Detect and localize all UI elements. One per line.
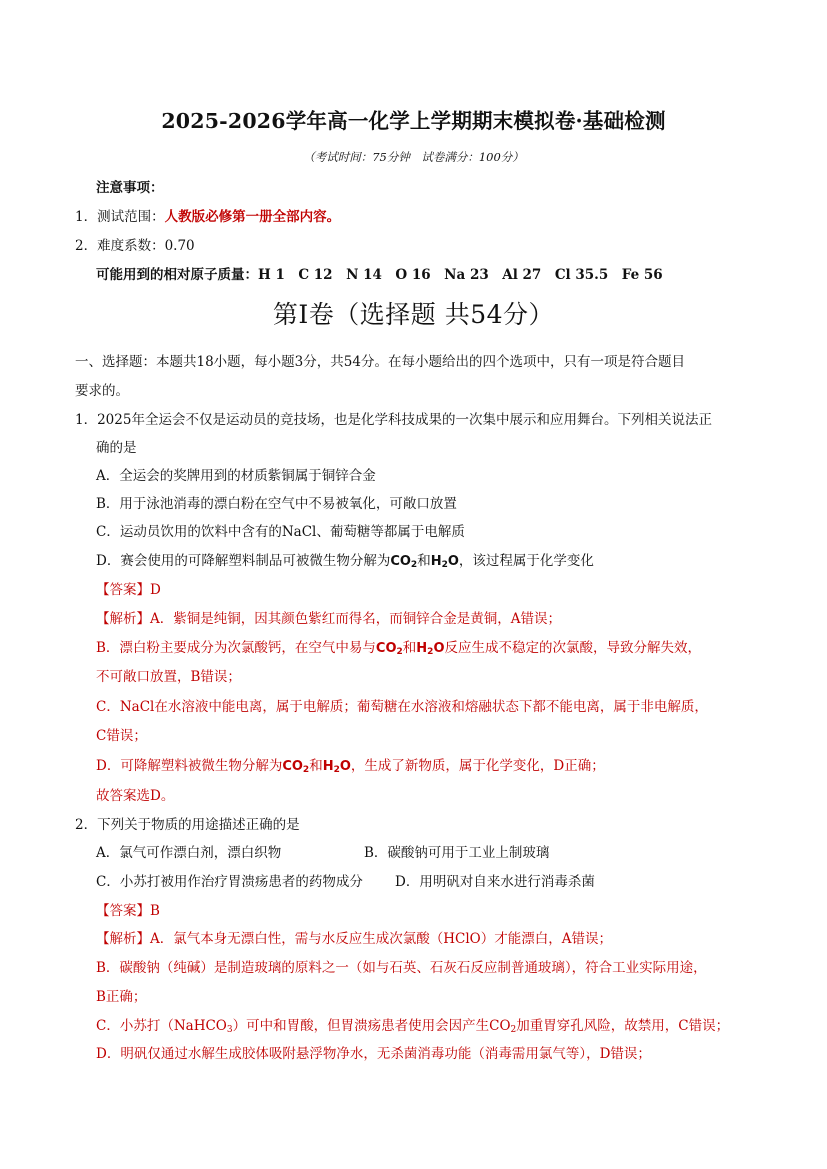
q2-explanation-b-cont: B正确； <box>96 989 147 1005</box>
q1-stem-line1: 1．2025年全运会不仅是运动员的竞技场，也是化学科技成果的一次集中展示和应用舞台。下列相关说法正 <box>75 412 712 428</box>
q1-option-d-tail: ，该过程属于化学变化 <box>458 553 594 569</box>
section-intro-line1: 一、选择题：本题共18小题，每小题3分，共54分。在每小题给出的四个选项中，只有一项是符合题目 <box>75 354 685 370</box>
q2-explanation-d: D．明矾仅通过水解生成胶体吸附悬浮物净水，无杀菌消毒功能（消毒需用氯气等），D错误； <box>96 1046 651 1062</box>
notes-item-scope <box>75 207 340 227</box>
exam-info: （考试时间：75分钟 试卷满分：100分） <box>303 150 524 164</box>
q2-answer: 【答案】B <box>96 903 160 919</box>
q2-explanation-label: 【解析】 <box>96 931 150 947</box>
q1-explanation-c-cont: C错误； <box>96 728 147 744</box>
notes-item-difficulty: 2．难度系数：0.70 <box>75 238 195 254</box>
h2o-formula: $H_2O$ <box>416 641 445 657</box>
q1-explanation-b-cont: 不可敞口放置，B错误； <box>96 669 241 685</box>
q1-option-d-and: 和 <box>417 553 431 569</box>
q2-explanation-a: 【解析】A．氯气本身无漂白性，需与水反应生成次氯酸（HClO）才能漂白，A错误； <box>96 931 612 947</box>
co2-formula: $CO_2$ <box>375 641 403 657</box>
q2-explanation-c: C．小苏打（NaHCO$_3$）可中和胃酸，但胃溃疡患者使用会因产生$CO_2$加重胃穿孔风险，故禁用，C错误； <box>96 1018 730 1035</box>
notes-item-scope-label: 1．测试范围： <box>75 209 165 225</box>
section-intro-line2: 要求的。 <box>75 383 129 399</box>
q2-option-a: A．氯气可作漂白剂，漂白织物 <box>96 845 282 861</box>
q1-option-d-text: D．赛会使用的可降解塑料制品可被微生物分解为 <box>96 553 391 569</box>
q1-option-d <box>96 551 594 572</box>
q1-explanation-label: 【解析】 <box>96 611 150 627</box>
co2-formula: $CO_2$ <box>282 759 310 775</box>
q1-explanation-b: B．漂白粉主要成分为次氯酸钙，在空气中易与$CO_2$和$H_2O$反应生成不稳定的次氯酸，导致分解失效， <box>96 640 701 657</box>
q1-stem-line2: 确的是 <box>96 440 137 456</box>
q1-conclusion: 故答案选D。 <box>96 788 175 804</box>
q1-option-a: A．全运会的奖牌用到的材质紫铜属于铜锌合金 <box>96 468 376 484</box>
q2-stem: 2．下列关于物质的用途描述正确的是 <box>75 817 300 833</box>
h2o-formula: $H_2O$ <box>322 759 351 775</box>
notes-item-scope-value: 人教版必修第一册全部内容。 <box>164 209 341 225</box>
co2-formula: $CO_2$ <box>390 554 418 570</box>
q1-explanation-a: 【解析】A．紫铜是纯铜，因其颜色紫红而得名，而铜锌合金是黄铜，A错误； <box>96 611 561 627</box>
section-title: 第I卷（选择题 共54分） <box>272 300 555 329</box>
q1-explanation-c: C．NaCl在水溶液中能电离，属于电解质；葡萄糖在水溶液和熔融状态下都不能电离，属于非电解质， <box>96 699 708 715</box>
page-title: 2025-2026学年高一化学上学期期末模拟卷·基础检测 <box>161 109 666 133</box>
atomic-masses: 可能用到的相对原子质量：H 1 C 12 N 14 O 16 Na 23 Al 27 Cl 35.5 Fe 56 <box>96 267 663 283</box>
q2-explanation-b: B．碳酸钠（纯碱）是制造玻璃的原料之一（如与石英、石灰石反应制普通玻璃），符合工业实际用途， <box>96 960 707 976</box>
q1-answer: 【答案】D <box>96 582 161 598</box>
q1-option-b: B．用于泳池消毒的漂白粉在空气中不易被氧化，可敞口放置 <box>96 496 457 512</box>
q1-explanation-d: D．可降解塑料被微生物分解为$CO_2$和$H_2O$，生成了新物质，属于化学变化，D正确； <box>96 758 605 775</box>
q2-option-d: D．用明矾对自来水进行消毒杀菌 <box>395 874 595 890</box>
notes-heading: 注意事项： <box>96 180 164 196</box>
q1-option-c: C．运动员饮用的饮料中含有的NaCl、葡萄糖等都属于电解质 <box>96 524 465 540</box>
q2-option-b: B．碳酸钠可用于工业上制玻璃 <box>364 845 550 861</box>
h2o-formula: $H_2O$ <box>430 554 459 570</box>
q2-option-c: C．小苏打被用作治疗胃溃疡患者的药物成分 <box>96 874 363 890</box>
